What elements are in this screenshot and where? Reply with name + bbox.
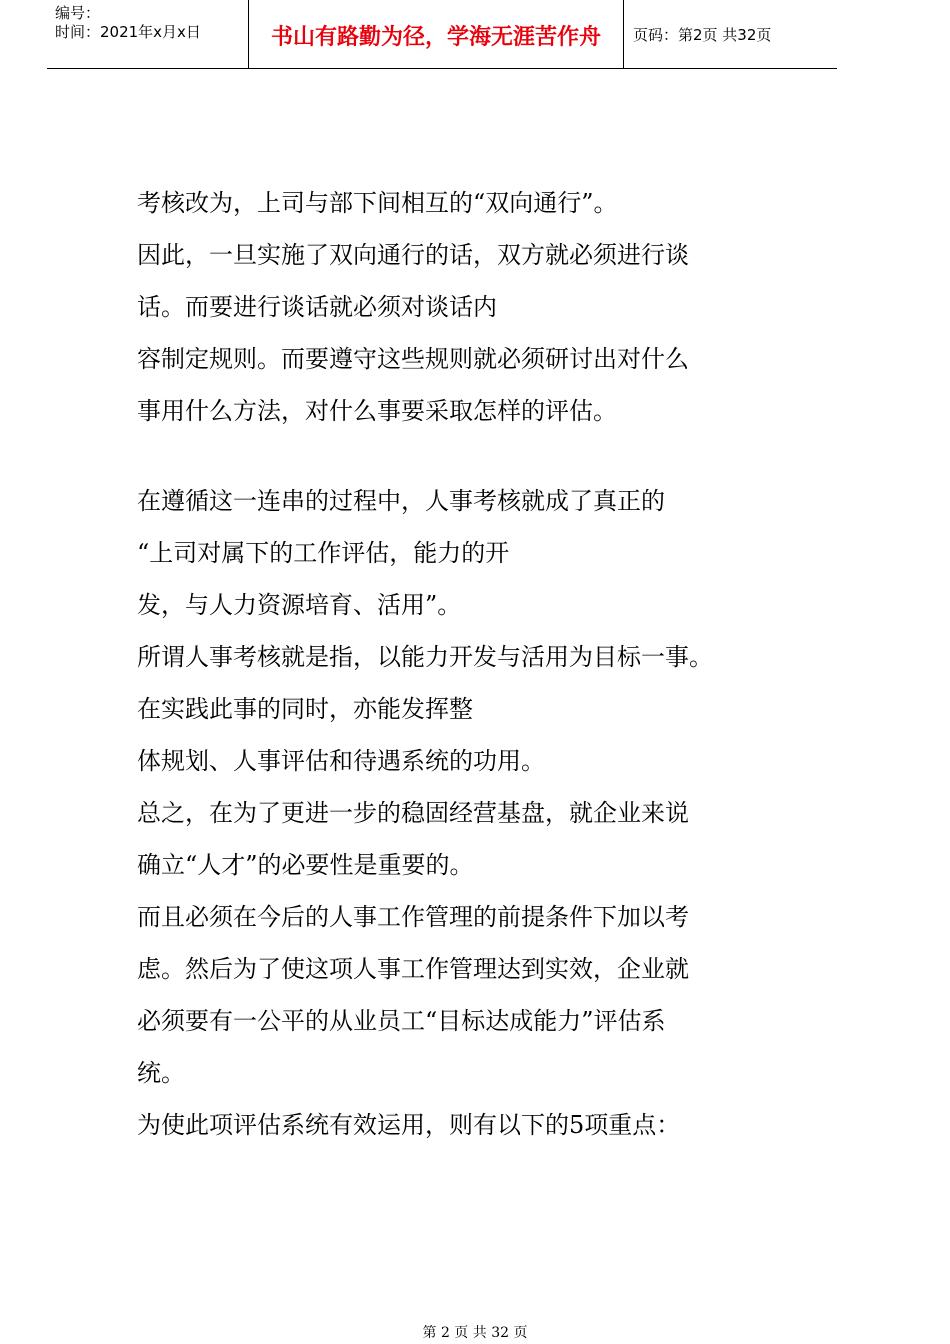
text-line: 总之，在为了更进一步的稳固经营基盘，就企业来说: [137, 799, 689, 827]
page-footer: 第 2 页 共 32 页: [422, 1325, 528, 1341]
page-header: [47, 0, 837, 69]
document-body: [137, 177, 777, 1151]
paragraph-gap: [137, 437, 777, 475]
text-line: 为使此项评估系统有效运用，则有以下的5项重点：: [137, 1111, 681, 1139]
text-line: 考核改为，上司与部下间相互的“双向通行”。: [137, 189, 618, 217]
paragraph: [137, 177, 777, 437]
header-meta-cell: [47, 0, 248, 68]
number-label: 编号：: [55, 4, 101, 22]
header-page-cell: [623, 0, 837, 68]
text-line: 体规划、人事评估和待遇系统的功用。: [137, 747, 545, 775]
text-line: 必须要有一公平的从业员工“目标达成能力”评估系: [137, 1007, 666, 1035]
text-line: 在实践此事的同时，亦能发挥整: [137, 695, 473, 723]
text-line: 发，与人力资源培育、活用”。: [137, 591, 462, 619]
page-label: 页码：第2页 共32页: [633, 26, 772, 44]
text-line: 容制定规则。而要遵守这些规则就必须研讨出对什么: [137, 345, 689, 373]
text-line: 虑。然后为了使这项人事工作管理达到实效，企业就: [137, 955, 689, 983]
text-line: 事用什么方法，对什么事要采取怎样的评估。: [137, 397, 617, 425]
text-line: 所谓人事考核就是指，以能力开发与活用为目标一事。: [137, 643, 713, 671]
header-motto-cell: [248, 0, 624, 68]
text-line: 话。而要进行谈话就必须对谈话内: [137, 293, 497, 321]
time-label: 时间：2021年x月x日: [55, 23, 201, 41]
text-line: “上司对属下的工作评估，能力的开: [137, 539, 510, 567]
paragraph: [137, 475, 777, 1151]
text-line: 在遵循这一连串的过程中，人事考核就成了真正的: [137, 487, 665, 515]
motto-text: 书山有路勤为径，学海无涯苦作舟: [270, 25, 601, 50]
text-line: 而且必须在今后的人事工作管理的前提条件下加以考: [137, 903, 689, 931]
text-line: 统。: [137, 1059, 185, 1087]
text-line: 确立“人才”的必要性是重要的。: [137, 851, 474, 879]
text-line: 因此，一旦实施了双向通行的话，双方就必须进行谈: [137, 241, 689, 269]
